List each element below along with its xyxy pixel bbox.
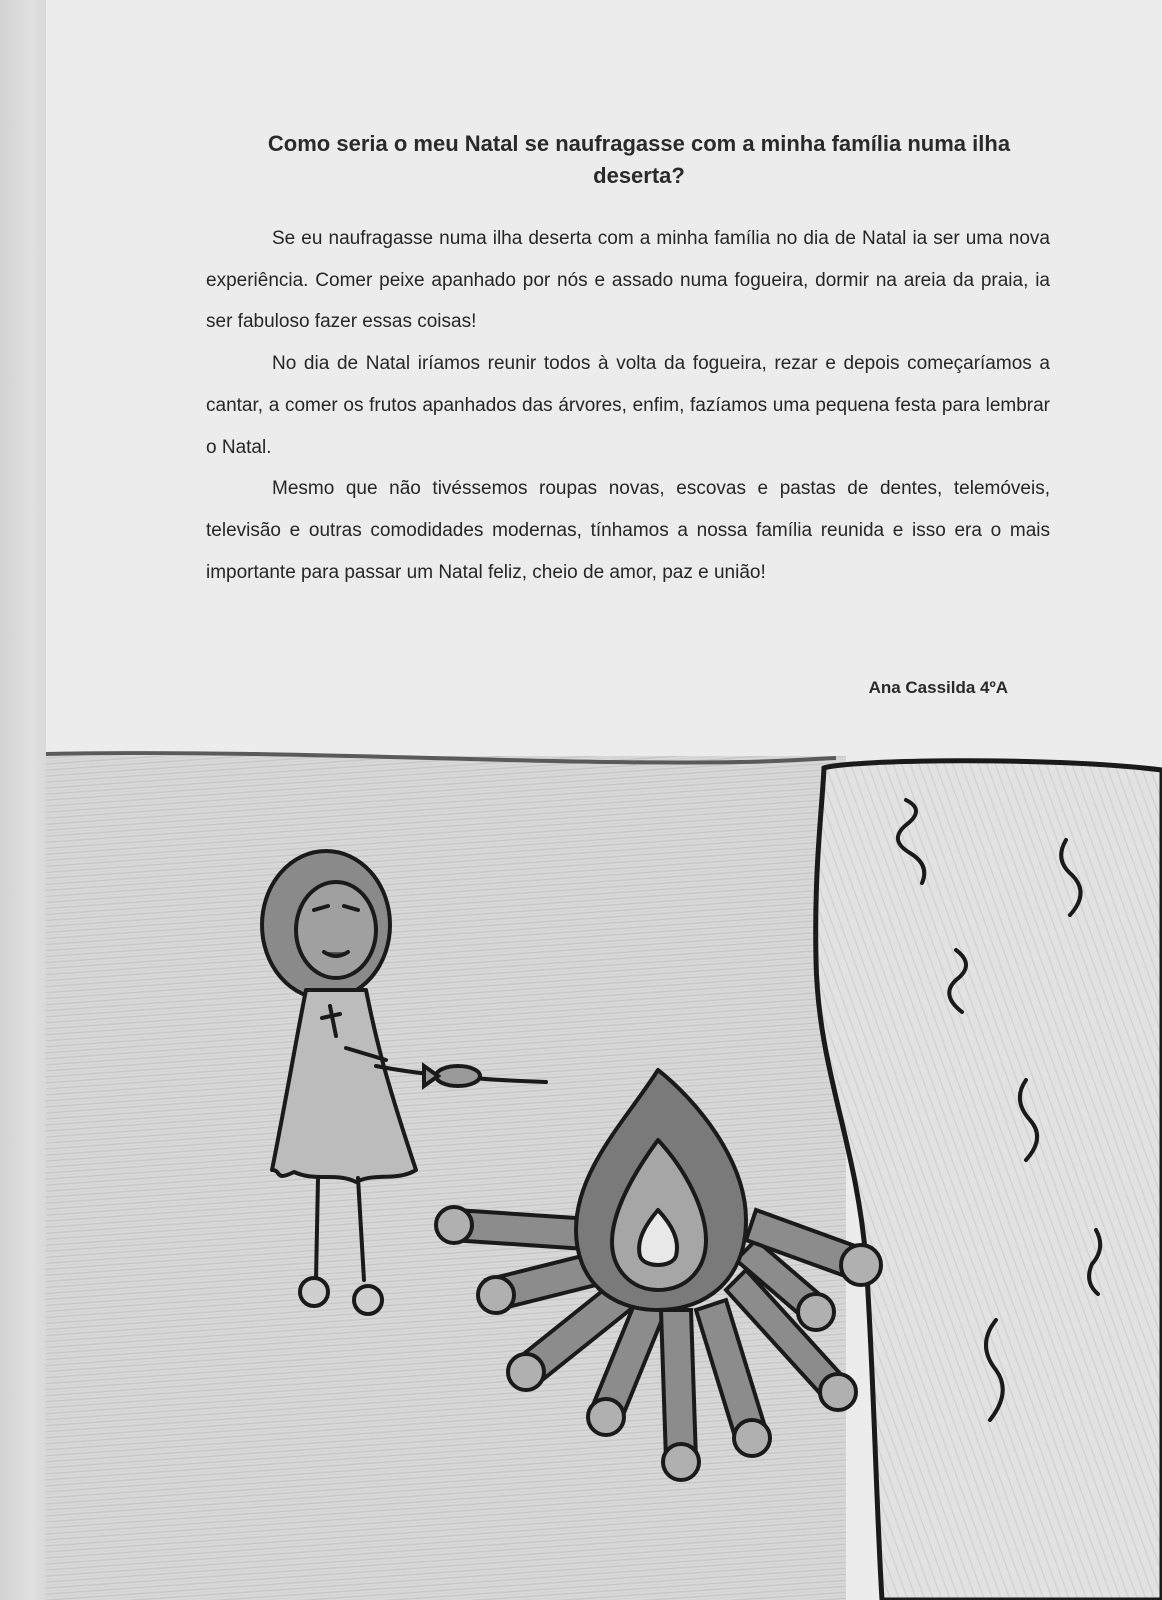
cliff-shape: [816, 761, 1162, 1600]
girl-mouth: [324, 952, 348, 956]
girl-foot-right: [354, 1286, 382, 1314]
girl-face: [296, 882, 376, 978]
author-signature: Ana Cassilda 4ºA: [868, 678, 1008, 697]
scan-left-edge: [0, 0, 46, 1600]
essay-body: [206, 218, 1050, 593]
child-drawing-illustration: [46, 720, 1162, 1600]
paper-sheet: [46, 0, 1162, 1600]
essay-paragraph-1: Se eu naufragasse numa ilha deserta com a minha família no dia de Natal ia ser uma nova experiência. Comer peixe apanhado por nós e assado numa fogueira, dormir na areia da praia, ia ser fabuloso fazer essas coisas!: [206, 228, 1050, 333]
essay-paragraph-2: No dia de Natal iríamos reunir todos à volta da fogueira, rezar e depois começaríamos a cantar, a comer os frutos apanhados das árvores, enfim, fazíamos uma pequena festa para lembrar o Natal.: [206, 353, 1050, 458]
essay-paragraph-3: Mesmo que não tivéssemos roupas novas, escovas e pastas de dentes, telemóveis, televisão e outras comodidades modernas, tínhamos a nossa família reunida e isso era o mais importante para passar um Natal feliz, cheio de amor, paz e união!: [206, 478, 1050, 583]
document-title: Como seria o meu Natal se naufragasse com a minha família numa ilha deserta?: [267, 131, 1011, 188]
girl-foot-left: [300, 1278, 328, 1306]
